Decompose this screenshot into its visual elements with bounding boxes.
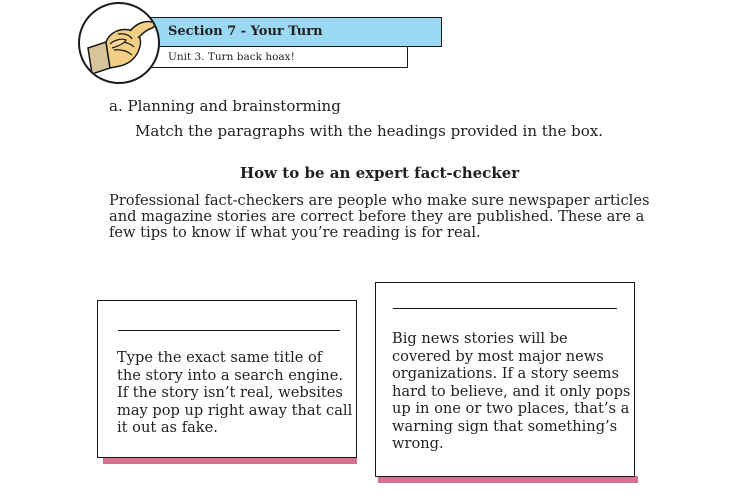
card-1-shadow <box>103 457 357 464</box>
card-line: Big news stories will be <box>392 330 568 347</box>
card-line: organizations. If a story seems <box>392 365 619 382</box>
card-line: the story into a search engine. <box>117 366 343 384</box>
intro-line: few tips to know if what you’re reading is for real. <box>109 224 481 241</box>
card-line: may pop up right away that call <box>117 401 353 419</box>
card-line: up in one or two places, that’s a <box>392 400 630 417</box>
section-title: Section 7 - Your Turn <box>168 24 323 39</box>
pointing-hand-icon <box>78 2 160 84</box>
task-planning: a. Planning and brainstorming <box>109 97 341 115</box>
intro-line: Professional fact-checkers are people who make sure newspaper articles <box>109 192 650 209</box>
card-line: Type the exact same title of <box>117 349 323 366</box>
card-2-shadow <box>378 476 638 483</box>
card-line: wrong. <box>392 435 444 452</box>
heading-blank-1 <box>118 330 340 331</box>
article-intro <box>109 193 649 241</box>
task-instruction: Match the paragraphs with the headings provided in the box. <box>135 122 603 140</box>
card-line: If the story isn’t real, websites <box>117 384 343 401</box>
unit-title: Unit 3. Turn back hoax! <box>168 51 295 63</box>
heading-blank-2 <box>393 308 617 309</box>
card-line: covered by most major news <box>392 347 604 365</box>
card-1-text <box>117 349 352 437</box>
card-line: it out as fake. <box>117 419 218 436</box>
article-heading: How to be an expert fact-checker <box>240 164 520 182</box>
card-line: warning sign that something’s <box>392 417 618 435</box>
card-line: hard to believe, and it only pops <box>392 382 631 400</box>
card-2-text <box>392 330 630 453</box>
intro-line: and magazine stories are correct before they are published. These are a <box>109 208 645 225</box>
